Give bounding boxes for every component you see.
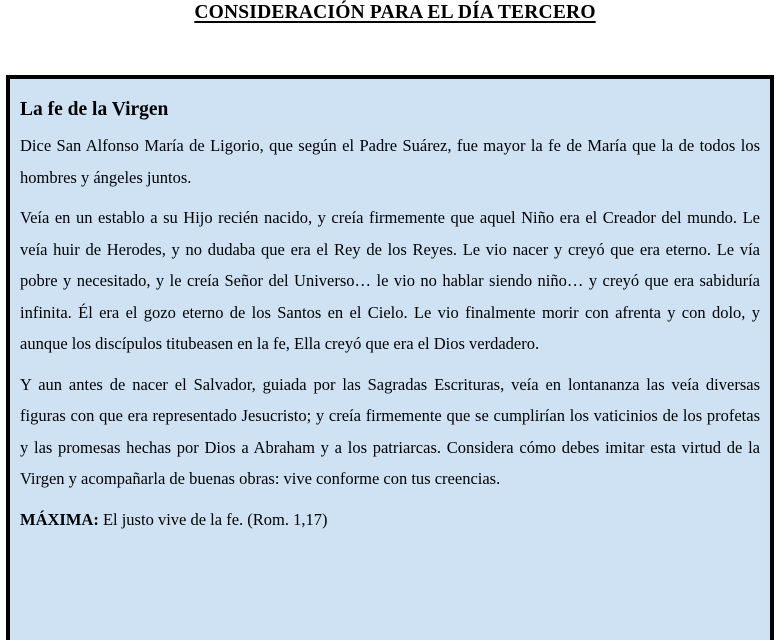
maxim <box>20 504 760 536</box>
section-title: La fe de la Virgen <box>20 99 169 120</box>
reading-box <box>6 75 774 640</box>
page-heading: CONSIDERACIÓN PARA EL DÍA TERCERO <box>194 2 596 23</box>
maxim-label: MÁXIMA: <box>20 509 99 529</box>
paragraph-1: Dice San Alfonso María de Ligorio, que según el Padre Suárez, fue mayor la fe de María que la de todos los hombres y ángeles juntos. <box>20 136 760 187</box>
paragraph-2: Veía en un establo a su Hijo recién nacido, y creía firmemente que aquel Niño era el Creador del mundo. Le veía huir de Herodes, y no dudaba que era el Rey de los Reyes. Le vio nacer y creyó que era eterno. Le vía pobre y necesitado, y le creía Señor del Universo… le vio no hablar siendo niño… y creyó que era sabiduría infinita. Él era el gozo eterno de los Santos en el Cielo. Le vio finalmente morir con afrenta y con dolo, y aunque los discípulos titubeasen en la fe, Ella creyó que era el Dios verdadero. <box>20 208 760 353</box>
maxim-text: El justo vive de la fe. (Rom. 1,17) <box>98 509 328 529</box>
paragraph-3: Y aun antes de nacer el Salvador, guiada por las Sagradas Escrituras, veía en lontananza las veía diversas figuras con que era representado Jesucristo; y creía firmemente que se cumplirían los vaticinios de los profetas y las promesas hechas por Dios a Abraham y a los patriarcas. Considera cómo debes imitar esta virtud de la Virgen y acompañarla de buenas obras: vive conforme con tus creencias. <box>20 374 760 488</box>
